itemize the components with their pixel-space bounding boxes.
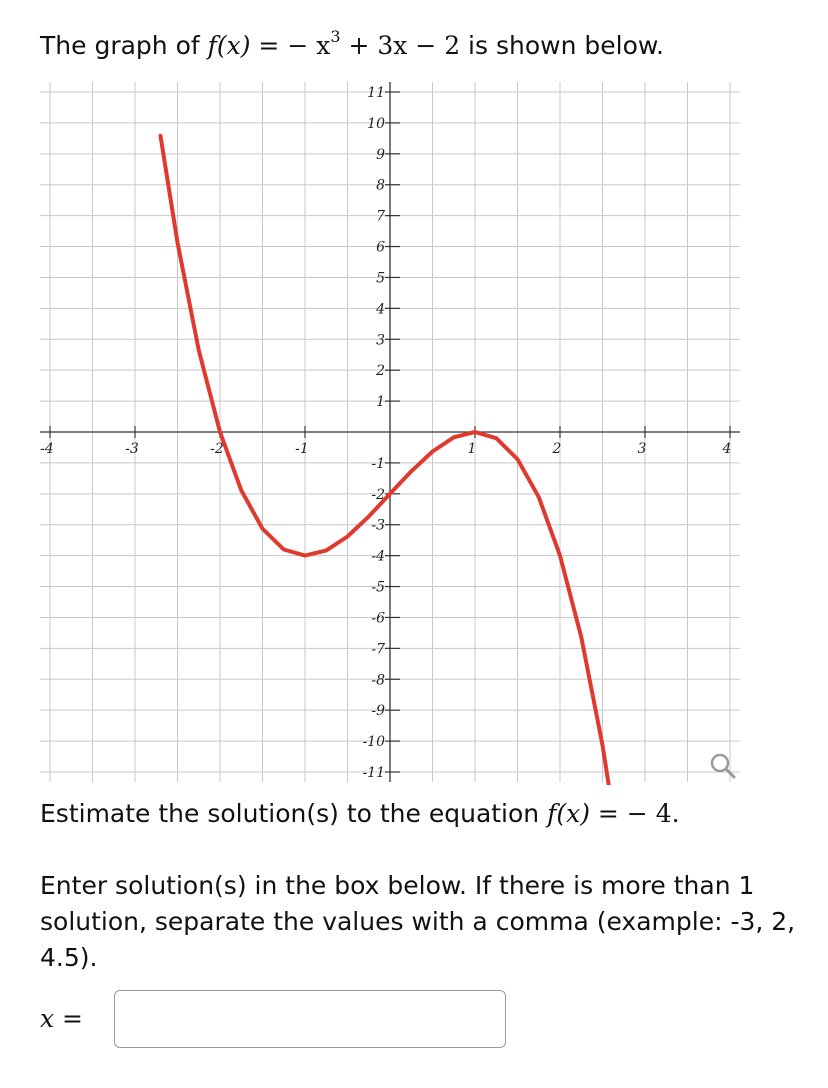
function-expression xyxy=(207,27,461,60)
y-tick-label: -9 xyxy=(371,703,385,720)
graph-axes xyxy=(40,82,740,782)
expression-term-rest: + 3x − 2 xyxy=(340,31,461,60)
statement-text: The graph of xyxy=(40,31,208,60)
equation xyxy=(547,799,679,828)
y-tick-label: -10 xyxy=(362,734,385,751)
question-prefix: Estimate the solution(s) to the equation xyxy=(40,799,548,828)
y-tick-label: -4 xyxy=(371,548,385,565)
y-tick-label: -8 xyxy=(371,672,385,689)
magnifier-icon[interactable] xyxy=(708,752,738,780)
instructions-text: Enter solution(s) in the box below. If there is more than 1 solution, separate the values with a comma (example: -3, 2, 4.5). xyxy=(40,871,796,972)
question-text xyxy=(40,798,680,830)
function-name: f(x) xyxy=(547,799,590,828)
y-tick-label: -2 xyxy=(371,486,385,503)
y-tick-label: -6 xyxy=(371,610,385,627)
answer-input[interactable] xyxy=(114,990,506,1048)
y-tick-label: 5 xyxy=(376,270,385,287)
y-tick-label: 9 xyxy=(376,146,385,163)
y-tick-label: 1 xyxy=(376,394,385,411)
y-tick-label: -7 xyxy=(371,641,385,658)
y-tick-label: 3 xyxy=(376,332,385,349)
y-tick-label: 2 xyxy=(376,363,385,380)
y-tick-label: 10 xyxy=(367,115,385,132)
y-tick-label: -3 xyxy=(371,517,385,534)
x-tick-label: 2 xyxy=(552,441,562,457)
y-tick-label: 11 xyxy=(367,85,385,101)
y-tick-label: 8 xyxy=(376,177,385,194)
expression-term-cubic: − x xyxy=(287,31,331,60)
statement-suffix: is shown below. xyxy=(460,31,664,60)
equation-rhs: − 4. xyxy=(626,799,680,828)
x-tick-label: 3 xyxy=(637,441,647,457)
x-tick-label: -3 xyxy=(125,441,139,457)
function-graph xyxy=(0,80,828,790)
y-tick-label: 4 xyxy=(376,301,385,318)
equals-sign: = xyxy=(250,31,288,60)
x-tick-label: -1 xyxy=(295,441,309,457)
y-tick-label: -5 xyxy=(371,579,385,596)
exponent: 3 xyxy=(330,27,341,46)
y-tick-label: 7 xyxy=(376,208,385,225)
tick-labels xyxy=(40,85,731,781)
x-tick-label: -4 xyxy=(40,441,54,457)
function-name: f(x) xyxy=(207,31,251,60)
y-tick-label: -1 xyxy=(371,455,385,472)
answer-label xyxy=(40,1004,83,1033)
x-tick-label: 4 xyxy=(722,441,732,457)
answer-equals: = xyxy=(54,1004,84,1033)
equals-sign: = xyxy=(589,799,627,828)
answer-variable: x xyxy=(40,1004,55,1033)
y-tick-label: -11 xyxy=(362,765,385,781)
x-tick-label: -2 xyxy=(210,441,224,457)
y-tick-label: 6 xyxy=(376,239,385,256)
problem-statement xyxy=(40,27,664,62)
x-tick-label: 1 xyxy=(467,441,477,457)
